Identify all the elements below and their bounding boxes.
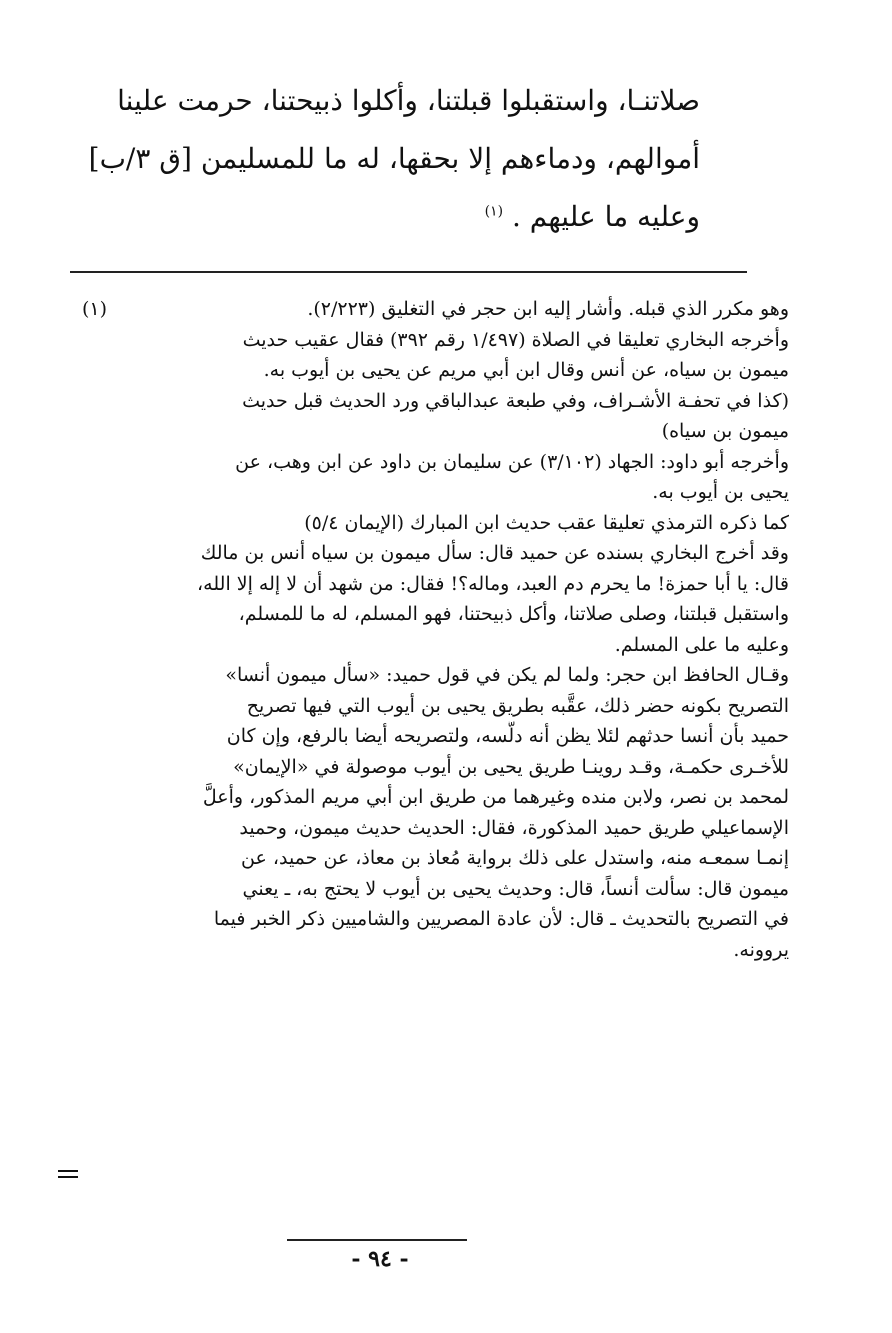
continuation-mark bbox=[58, 1170, 78, 1180]
footnote-line: واستقبل قبلتنا، وصلى صلاتنا، وأكل ذبيحتنا، فهو المسلم، له ما للمسلم، bbox=[238, 603, 789, 625]
footnote-line: وقـال الحافظ ابن حجر: ولما لم يكن في قول حميد: «سأل ميمون أنسا» bbox=[225, 664, 789, 686]
footnote-line: وأخرجه البخاري تعليقا في الصلاة (١/٤٩٧ رقم ٣٩٢) فقال عقيب حديث bbox=[242, 328, 789, 351]
footnote-line: ميمون بن سياه، عن أنس وقال ابن أبي مريم عن يحيى بن أيوب به. bbox=[263, 359, 789, 381]
footnote-reference: (١) bbox=[484, 203, 504, 220]
footnote-line: (كذا في تحفـة الأشـراف، وفي طبعة عبدالباقي ورد الحديث قبل حديث bbox=[242, 389, 789, 412]
footnote-number: (١) bbox=[81, 298, 107, 320]
footnote-line: يحيى بن أيوب به. bbox=[652, 481, 789, 503]
footnote-line: ميمون قال: سألت أنساً، قال: وحديث يحيى بن أيوب لا يحتج به، ـ يعني bbox=[242, 877, 789, 900]
footnote-line: وهو مكرر الذي قبله. وأشار إليه ابن حجر في التغليق (٢/٢٢٣). bbox=[307, 298, 789, 320]
footnote-line: وقد أخرج البخاري بسنده عن حميد قال: سأل ميمون بن سياه أنس بن مالك bbox=[200, 542, 789, 564]
footnote-line: لمحمد بن نصر، ولابن منده وغيرهما من طريق ابن أبي مريم المذكور، وأعلَّ bbox=[202, 786, 789, 808]
footnote-line: حميد بأن أنسا حدثهم لئلا يظن أنه دلَّسه، ولتصريحه أيضا بالرفع، وإن كان bbox=[226, 725, 789, 747]
footnote-line: في التصريح بالتحديث ـ قال: لأن عادة المصريين والشاميين ذكر الخبر فيما bbox=[213, 908, 789, 930]
footnote-line: وعليه ما على المسلم. bbox=[614, 633, 789, 656]
footnote-line: التصريح بكونه حضر ذلك، عقَّبه بطريق يحيى بن أيوب التي فيها تصريح bbox=[246, 694, 789, 717]
main-text-line: صلاتنـا، واستقبلوا قبلتنا، وأكلوا ذبيحتنا، حرمت علينا bbox=[117, 84, 700, 117]
main-text-line-content: وعليه ما عليهم . bbox=[511, 200, 700, 233]
page-number-rule bbox=[287, 1239, 467, 1241]
footnote-line: إنمـا سمعـه منه، واستدل على ذلك برواية مُعاذ بن معاذ، عن حميد، عن bbox=[241, 847, 789, 869]
main-text-block bbox=[75, 72, 700, 246]
footnote-line: يروونه. bbox=[733, 938, 789, 961]
footnote-line: قال: يا أبا حمزة! ما يحرم دم العبد، وماله؟! فقال: من شهد أن لا إله إلا الله، bbox=[197, 572, 789, 595]
footnote-line: للأخـرى حكمـة، وقـد روينـا طريق يحيى بن أيوب موصولة في «الإيمان» bbox=[233, 755, 789, 778]
footnote-line: وأخرجه أبو داود: الجهاد (٣/١٠٢) عن سليمان بن داود عن ابن وهب، عن bbox=[235, 450, 789, 473]
footnote-block bbox=[129, 294, 789, 965]
page-number: - ٩٤ - bbox=[351, 1246, 409, 1272]
footnote-line: ميمون بن سياه) bbox=[661, 420, 789, 442]
main-text-line: أموالهم، ودماءهم إلا بحقها، له ما للمسليمن [ق ٣/ب] bbox=[88, 142, 700, 175]
footnote-line: كما ذكره الترمذي تعليقا عقب حديث ابن المبارك (الإيمان ٥/٤) bbox=[304, 511, 789, 534]
main-text-line bbox=[75, 188, 700, 246]
footnote-separator bbox=[70, 271, 747, 273]
footnote-line: الإسماعيلي طريق حميد المذكورة، فقال: الحديث حديث ميمون، وحميد bbox=[239, 816, 789, 839]
